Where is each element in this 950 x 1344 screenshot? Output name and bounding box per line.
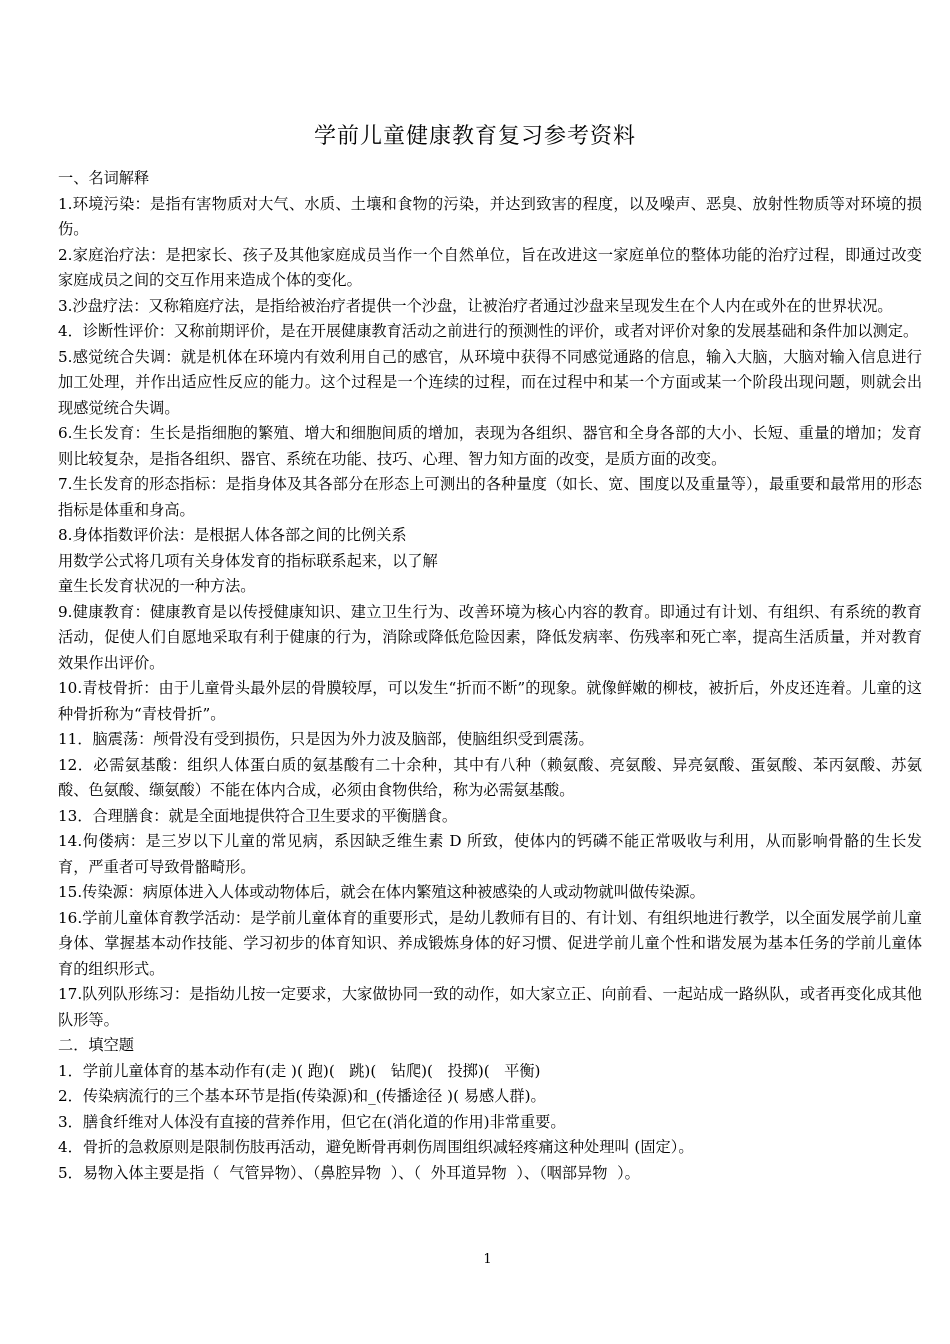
- definition-item: 8.身体指数评价法：是根据人体各部之间的比例关系: [58, 526, 407, 544]
- definition-item: 7.生长发育的形态指标：是指身体及其各部分在形态上可测出的各种量度（如长、宽、围度以及重量等），最重要和最常用的形态指标是体重和身高。: [58, 475, 922, 519]
- definition-item: 13．合理膳食：就是全面地提供符合卫生要求的平衡膳食。: [58, 806, 458, 825]
- document-body: [58, 166, 922, 1186]
- definition-item: 10.青枝骨折：由于儿童骨头最外层的骨膜较厚，可以发生“折而不断”的现象。就像鲜嫩的柳枝，被折后，外皮还连着。儿童的这种骨折称为“青枝骨折”。: [58, 679, 922, 723]
- fill-in-item: 1．学前儿童体育的基本动作有(走 )( 跑)( 跳)( 钻爬)( 投掷)( 平衡): [58, 1061, 541, 1080]
- definition-item: 15.传染源：病原体进入人体或动物体后，就会在体内繁殖这种被感染的人或动物就叫做传染源。: [58, 883, 705, 901]
- definition-item: 1.环境污染：是指有害物质对大气、水质、土壤和食物的污染，并达到致害的程度，以及噪声、恶臭、放射性物质等对环境的损伤。: [58, 194, 922, 238]
- fill-in-item: 4．骨折的急救原则是限制伤肢再活动，避免断骨再刺伤周围组织减轻疼痛这种处理叫 (固定）。: [58, 1138, 694, 1156]
- definition-item: 2.家庭治疗法：是把家长、孩子及其他家庭成员当作一个自然单位，旨在改进这一家庭单位的整体功能的治疗过程，即通过改变家庭成员之间的交互作用来造成个体的变化。: [58, 245, 922, 289]
- definition-item: 12．必需氨基酸：组织人体蛋白质的氨基酸有二十余种，其中有八种（赖氨酸、亮氨酸、异亮氨酸、蛋氨酸、苯丙氨酸、苏氨酸、色氨酸、缬氨酸）不能在体内合成，必须由食物供给，称为必需氨基酸。: [58, 755, 922, 799]
- definition-item: 17.队列队形练习：是指幼儿按一定要求，大家做协同一致的动作，如大家立正、向前看、一起站成一路纵队，或者再变化成其他队形等。: [58, 985, 922, 1029]
- document-title: 学前儿童健康教育复习参考资料: [313, 124, 636, 149]
- fill-in-item: 3．膳食纤维对人体没有直接的营养作用，但它在(消化道的作用)非常重要。: [58, 1112, 566, 1131]
- section-heading-definitions: 一、名词解释: [58, 169, 150, 187]
- definition-item: 4．诊断性评价：又称前期评价，是在开展健康教育活动之前进行的预测性的评价，或者对评价对象的发展基础和条件加以测定。: [58, 322, 919, 340]
- definition-item: 14.佝偻病：是三岁以下儿童的常见病，系因缺乏维生素 D 所致，使体内的钙磷不能正常吸收与利用，从而影响骨骼的生长发育，严重者可导致骨骼畸形。: [58, 832, 922, 876]
- fill-in-item: 5．易物入体主要是指（ 气管异物）、（鼻腔异物 ）、（ 外耳道异物 ）、（咽部异物 ）。: [58, 1163, 640, 1182]
- definition-item: 6.生长发育：生长是指细胞的繁殖、增大和细胞间质的增加，表现为各组织、器官和全身各部的大小、长短、重量的增加；发育则比较复杂，是指各组织、器官、系统在功能、技巧、心理、智力知方面的改变，是质方面的改变。: [58, 424, 922, 468]
- definition-item: 9.健康教育：健康教育是以传授健康知识、建立卫生行为、改善环境为核心内容的教育。即通过有计划、有组织、有系统的教育活动，促使人们自愿地采取有利于健康的行为，消除或降低危险因素，降低发病率、伤残率和死亡率，提高生活质量，并对教育效果作出评价。: [58, 602, 922, 672]
- definition-item-continuation: 童生长发育状况的一种方法。: [58, 577, 256, 595]
- definition-item-continuation: 用数学公式将几项有关身体发育的指标联系起来，以了解: [58, 551, 438, 570]
- definition-item: 3.沙盘疗法：又称箱庭疗法，是指给被治疗者提供一个沙盘，让被治疗者通过沙盘来呈现发生在个人内在或外在的世界状况。: [58, 296, 893, 315]
- section-heading-fill-in: 二．填空题: [58, 1036, 134, 1054]
- definition-item: 16.学前儿童体育教学活动：是学前儿童体育的重要形式，是幼儿教师有目的、有计划、有组织地进行教学，以全面发展学前儿童身体、掌握基本动作技能、学习初步的体育知识、养成锻炼身体的好习惯、促进学前儿童个性和谐发展为基本任务的学前儿童体育的组织形式。: [58, 908, 922, 978]
- fill-in-item: 2．传染病流行的三个基本环节是指(传染源)和_(传播途径 )( 易感人群)。: [58, 1087, 546, 1105]
- definition-item: 5.感觉统合失调：就是机体在环境内有效利用自己的感官，从环境中获得不同感觉通路的信息，输入大脑，大脑对输入信息进行加工处理，并作出适应性反应的能力。这个过程是一个连续的过程，而在过程中和某一个方面或某一个阶段出现问题，则就会出现感觉统合失调。: [58, 347, 922, 417]
- page-number: 1: [483, 1252, 492, 1267]
- definition-item: 11．脑震荡：颅骨没有受到损伤，只是因为外力波及脑部，使脑组织受到震荡。: [58, 730, 594, 748]
